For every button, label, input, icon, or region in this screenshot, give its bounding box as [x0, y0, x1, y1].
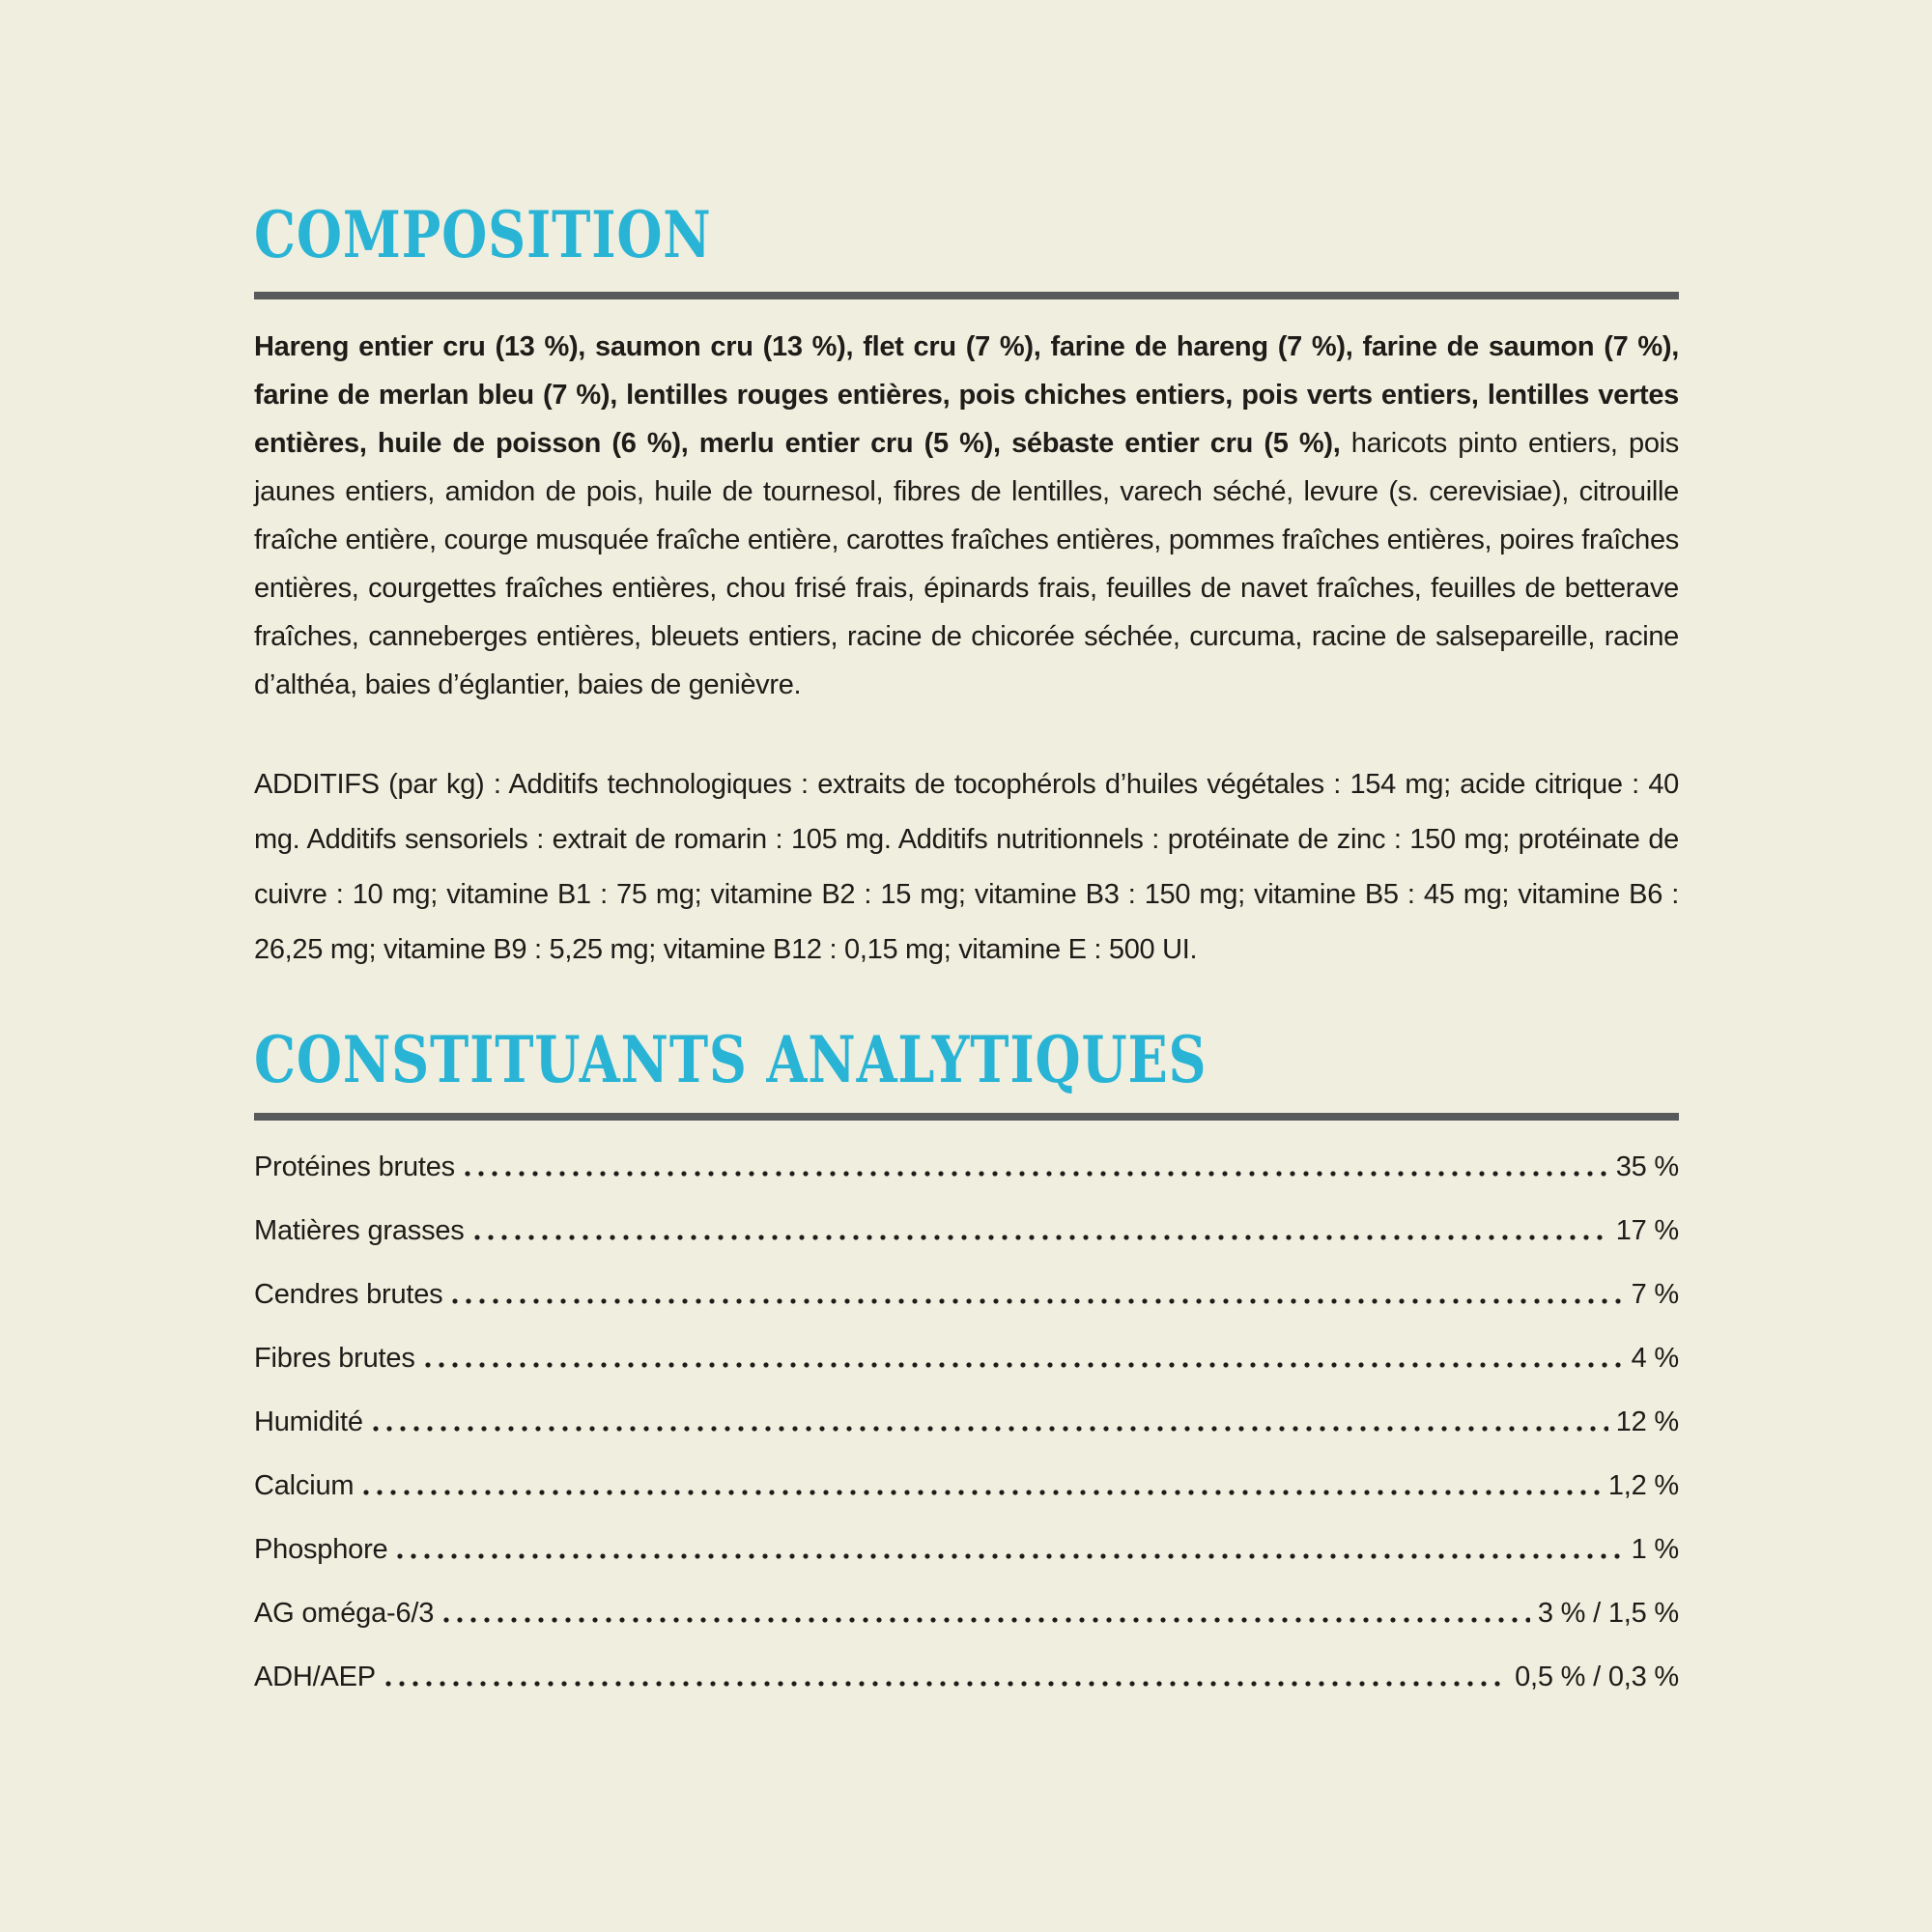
dotted-leader: [452, 1297, 1623, 1305]
row-label: Protéines brutes: [254, 1151, 455, 1182]
row-label: Humidité: [254, 1406, 363, 1437]
table-row: [254, 1277, 1679, 1312]
composition-divider: [254, 292, 1679, 299]
row-value: 7 %: [1631, 1279, 1679, 1310]
row-label: Calcium: [254, 1470, 355, 1501]
dotted-leader: [373, 1425, 1608, 1433]
dotted-leader: [443, 1616, 1530, 1624]
composition-title: [254, 197, 1679, 272]
dotted-leader: [425, 1361, 1624, 1369]
ingredients-paragraph: [254, 323, 1679, 709]
row-label: ADH/AEP: [254, 1662, 376, 1692]
dotted-leader: [465, 1170, 1608, 1178]
analytical-title-text: CONSTITUANTS ANALYTIQUES: [254, 1022, 1208, 1097]
row-label: Matières grasses: [254, 1215, 465, 1246]
row-label: AG oméga-6/3: [254, 1598, 435, 1629]
row-label: Cendres brutes: [254, 1279, 443, 1310]
table-row: [254, 1213, 1679, 1248]
additives-paragraph: ADDITIFS (par kg) : Additifs technologiques : extraits de tocophérols d’huiles végétales : 154 mg; acide citrique : 40 mg. Additifs sensoriels : extrait de romarin : 105 mg. Additifs nutritionnels : protéinate de zinc : 150 mg; protéinate de cuivre : 10 mg; vitamine B1 : 75 mg; vitamine B2 : 15 mg; vitamine B3 : 150 mg; vitamine B5 : 45 mg; vitamine B6 : 26,25 mg; vitamine B9 : 5,25 mg; vitamine B12 : 0,15 mg; vitamine E : 500 UI.: [254, 769, 1679, 965]
table-row: [254, 1596, 1679, 1631]
composition-title-text: COMPOSITION: [254, 197, 712, 272]
dotted-leader: [385, 1680, 1507, 1688]
row-value: 35 %: [1615, 1151, 1679, 1182]
table-row: [254, 1532, 1679, 1567]
ingredients-regular-text: haricots pinto entiers, pois jaunes entiers, amidon de pois, huile de tournesol, fibres de lentilles, varech séché, levure (s. cerevisiae), citrouille fraîche entière, courge musquée fraîche entière, carottes fraîches entières, pommes fraîches entières, poires fraîches entières, courgettes fraîches entières, chou frisé frais, épinards frais, feuilles de navet fraîches, feuilles de betterave fraîches, canneberges entières, bleuets entiers, racine de chicorée séchée, curcuma, racine de salsepareille, racine d’althéa, baies d’églantier, baies de genièvre.: [254, 428, 1679, 700]
row-value: 17 %: [1615, 1215, 1679, 1246]
row-value: 1,2 %: [1607, 1470, 1679, 1501]
row-value: 3 % / 1,5 %: [1537, 1598, 1679, 1629]
table-row: [254, 1660, 1679, 1694]
analytical-title: [254, 1022, 1679, 1097]
dotted-leader: [363, 1489, 1600, 1496]
ingredients-bold-text: Hareng entier cru (13 %), saumon cru (13 %), flet cru (7 %), farine de hareng (7 %), farine de saumon (7 %), farine de merlan bleu (7 %), lentilles rouges entières, pois chiches entiers, pois verts entiers, lentilles vertes entières, huile de poisson (6 %), merlu entier cru (5 %), sébaste entier cru (5 %),: [254, 331, 1679, 459]
table-row: [254, 1405, 1679, 1439]
table-row: [254, 1341, 1679, 1376]
dotted-leader: [474, 1234, 1608, 1241]
table-row: [254, 1468, 1679, 1503]
analytical-table: [254, 1150, 1679, 1694]
row-value: 0,5 % / 0,3 %: [1515, 1662, 1679, 1692]
row-value: 12 %: [1615, 1406, 1679, 1437]
dotted-leader: [397, 1552, 1623, 1560]
row-label: Phosphore: [254, 1534, 388, 1565]
row-label: Fibres brutes: [254, 1343, 415, 1374]
table-row: [254, 1150, 1679, 1184]
analytical-divider: [254, 1113, 1679, 1121]
row-value: 1 %: [1631, 1534, 1679, 1565]
row-value: 4 %: [1631, 1343, 1679, 1374]
